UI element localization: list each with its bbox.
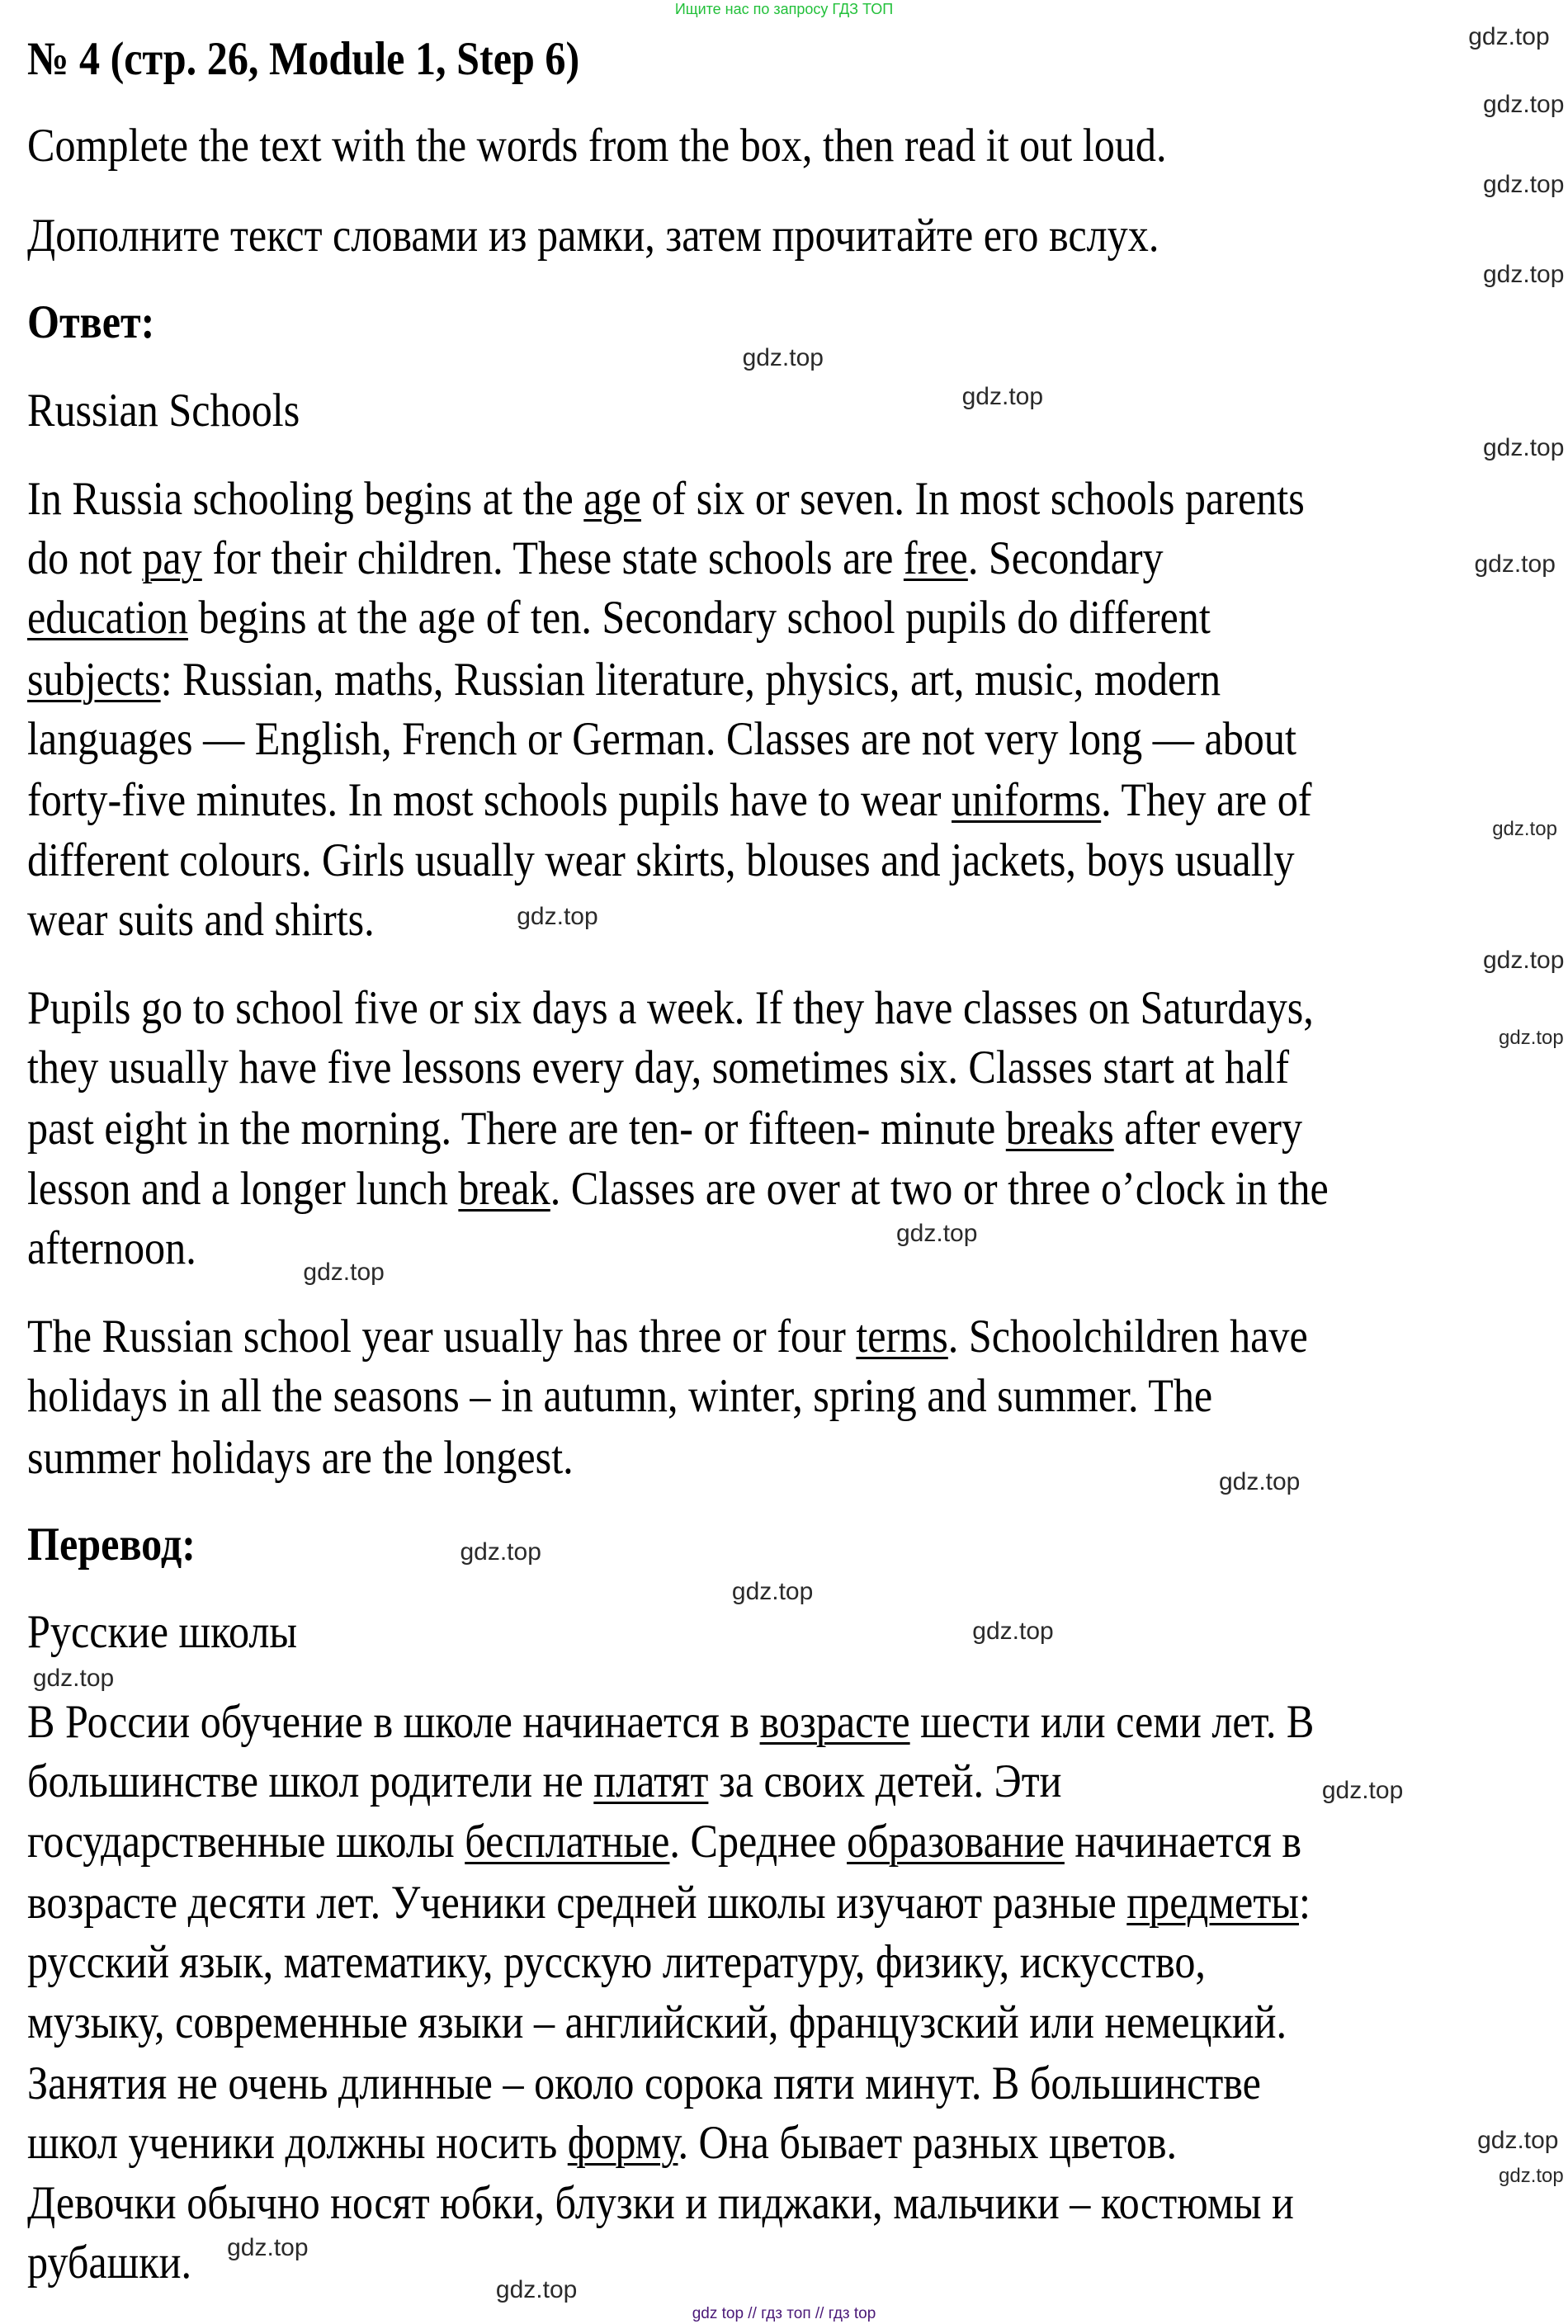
watermark-text: gdz.top: [303, 1259, 385, 1287]
text-line: [27, 1163, 1329, 1216]
text-segment: Russian Schools: [27, 384, 300, 437]
section-heading: [27, 296, 154, 349]
text-line: [27, 1103, 1302, 1155]
text-segment: Девочки обычно носят юбки, блузки и пиджаки, мальчики – костюмы и: [27, 2176, 1294, 2229]
filled-word: subjects: [27, 653, 161, 706]
text-segment: Pupils go to school five or six days a week. If they have classes on Saturdays,: [27, 981, 1314, 1034]
text-segment: after every: [1113, 1103, 1303, 1155]
text-segment: forty-five minutes. In most schools pupils have to wear: [27, 774, 952, 827]
watermark-text: gdz.top: [1483, 171, 1565, 199]
text-line: [27, 1816, 1301, 1868]
section-heading: [27, 1519, 196, 1571]
text-line: [27, 1936, 1206, 1989]
text-segment: шести или семи лет. В: [909, 1695, 1315, 1748]
text-segment: возрасте десяти лет. Ученики средней школы изучают разные: [27, 1876, 1127, 1929]
filled-word: возрасте: [759, 1695, 910, 1748]
text-segment: . Schoolchildren have: [947, 1310, 1308, 1363]
text-segment: музыку, современные языки – английский, французский или немецкий.: [27, 1996, 1287, 2048]
text-segment: . Среднее: [669, 1815, 848, 1868]
filled-word: breaks: [1005, 1103, 1114, 1155]
watermark-text: gdz.top: [972, 1617, 1054, 1645]
text-line: [27, 982, 1314, 1035]
watermark-text: gdz.top: [1218, 1467, 1301, 1495]
text-line: [27, 654, 1221, 706]
text-line: [27, 1432, 574, 1485]
text-segment: : Russian, maths, Russian literature, physics, art, music, modern: [160, 653, 1221, 706]
text-line: [27, 1222, 196, 1275]
search-hint-banner: Ищите нас по запросу ГДЗ ТОП: [674, 1, 894, 17]
text-segment: . Secondary: [967, 531, 1164, 584]
text-segment: русский язык, математику, русскую литературу, физику, искусство,: [27, 1936, 1206, 1989]
text-line: [27, 894, 375, 947]
text-segment: past eight in the morning. There are ten- or fifteen- minute: [27, 1103, 1006, 1155]
watermark-text: gdz.top: [1474, 550, 1556, 579]
filled-word: education: [27, 592, 188, 645]
filled-word: terms: [856, 1310, 948, 1363]
text-segment: In Russia schooling begins at the: [27, 472, 584, 525]
text-segment: different colours. Girls usually wear skirts, blouses and jackets, boys usually: [27, 834, 1295, 886]
text-segment: начинается в: [1064, 1815, 1302, 1868]
text-segment: № 4 (стр. 26, Module 1, Step 6): [27, 33, 580, 86]
text-line: [27, 2057, 1261, 2110]
text-segment: . Classes are over at two or three o’clock in the: [550, 1162, 1329, 1215]
text-segment: В России обучение в школе начинается в: [27, 1695, 760, 1748]
filled-word: uniforms: [952, 774, 1102, 827]
watermark-text: gdz.top: [731, 1578, 814, 1606]
text-segment: they usually have five lessons every day, sometimes six. Classes start at half: [27, 1042, 1290, 1094]
text-line: [27, 120, 1167, 172]
watermark-text: gdz.top: [1483, 434, 1565, 461]
text-line: [27, 2117, 1177, 2170]
text-segment: do not: [27, 531, 143, 584]
text-segment: summer holidays are the longest.: [27, 1431, 574, 1484]
watermark-text: gdz.top: [1483, 90, 1565, 118]
watermark-text: gdz.top: [1499, 2165, 1564, 2188]
text-segment: . Она бывает разных цветов.: [678, 2117, 1178, 2170]
text-segment: Перевод:: [27, 1518, 196, 1571]
watermark-text: gdz.top: [1468, 23, 1550, 51]
text-line: [27, 1370, 1212, 1423]
text-line: [27, 210, 1159, 262]
text-segment: wear suits and shirts.: [27, 893, 375, 946]
text-line: [27, 1606, 297, 1659]
text-segment: afternoon.: [27, 1222, 196, 1275]
watermark-text: gdz.top: [460, 1538, 541, 1566]
watermark-text: gdz.top: [961, 383, 1044, 411]
text-segment: Русские школы: [27, 1606, 298, 1659]
text-segment: школ ученики должны носить: [27, 2117, 568, 2170]
watermark-text: gdz.top: [1499, 1026, 1564, 1049]
text-line: [27, 713, 1296, 766]
text-segment: The Russian school year usually has three or four: [27, 1310, 857, 1363]
filled-word: платят: [593, 1755, 709, 1808]
watermark-text: gdz.top: [1483, 946, 1565, 974]
watermark-text: gdz.top: [1321, 1777, 1404, 1805]
watermark-text: gdz.top: [1477, 2126, 1559, 2154]
filled-word: break: [458, 1162, 550, 1215]
text-line: [27, 1996, 1287, 2049]
section-heading: [27, 33, 579, 86]
text-segment: . They are of: [1101, 774, 1312, 827]
text-line: [27, 1755, 1061, 1808]
text-segment: Дополните текст словами из рамки, затем прочитайте его вслух.: [27, 209, 1159, 262]
text-line: [27, 2177, 1294, 2230]
text-line: [27, 1042, 1289, 1094]
text-line: [27, 532, 1164, 585]
watermark-text: gdz.top: [495, 2275, 578, 2303]
watermark-text: gdz.top: [517, 903, 598, 931]
text-segment: :: [1298, 1876, 1311, 1929]
text-segment: за своих детей. Эти: [708, 1755, 1062, 1808]
text-segment: Complete the text with the words from the box, then read it out loud.: [27, 120, 1167, 172]
watermark-text: gdz.top: [227, 2234, 309, 2262]
text-segment: begins at the age of ten. Secondary school pupils do different: [187, 592, 1211, 645]
text-line: [27, 1311, 1308, 1363]
footer-watermark: gdz top // гдз топ // гдз top: [692, 2305, 876, 2322]
text-line: [27, 2237, 191, 2289]
filled-word: pay: [142, 531, 202, 584]
text-line: [27, 1877, 1311, 1930]
text-segment: Ответ:: [27, 295, 155, 348]
text-segment: большинстве школ родители не: [27, 1755, 594, 1808]
text-line: [27, 385, 300, 437]
text-line: [27, 473, 1305, 526]
filled-word: free: [903, 531, 968, 584]
text-segment: of six or seven. In most schools parents: [640, 472, 1305, 525]
filled-word: форму: [567, 2117, 678, 2170]
text-line: [27, 774, 1312, 827]
text-segment: for their children. These state schools are: [201, 531, 904, 584]
text-line: [27, 592, 1211, 645]
watermark-text: gdz.top: [896, 1220, 978, 1248]
text-segment: lesson and a longer lunch: [27, 1162, 459, 1215]
filled-word: образование: [847, 1815, 1065, 1868]
watermark-text: gdz.top: [1483, 261, 1565, 289]
filled-word: бесплатные: [465, 1815, 670, 1868]
filled-word: age: [583, 472, 641, 525]
watermark-text: gdz.top: [1492, 817, 1557, 840]
text-segment: государственные школы: [27, 1815, 465, 1868]
filled-word: предметы: [1126, 1876, 1299, 1929]
text-segment: Занятия не очень длинные – около сорока пяти минут. В большинстве: [27, 2057, 1261, 2109]
text-segment: languages — English, French or German. Classes are not very long — about: [27, 712, 1296, 765]
text-segment: holidays in all the seasons – in autumn, winter, spring and summer. The: [27, 1370, 1213, 1423]
watermark-text: gdz.top: [32, 1665, 115, 1693]
watermark-text: gdz.top: [742, 344, 824, 372]
text-line: [27, 834, 1295, 887]
text-line: [27, 1696, 1314, 1749]
text-segment: рубашки.: [27, 2237, 192, 2289]
